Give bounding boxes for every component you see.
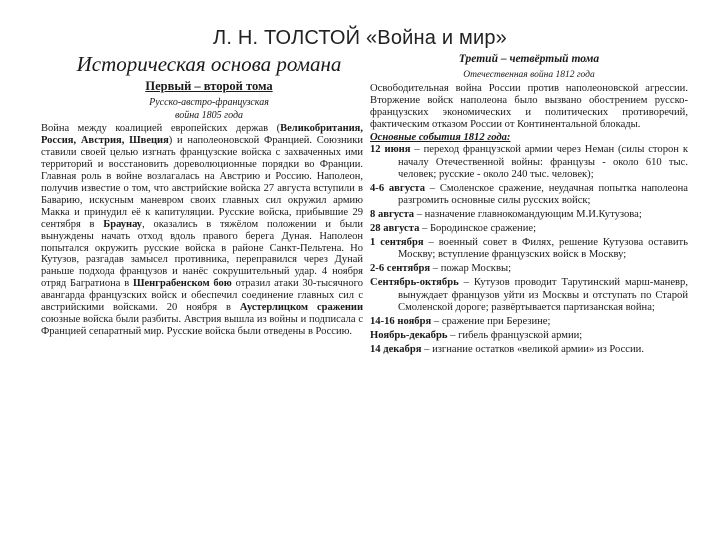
- text-run: ) и наполеоновской Францией. Союзники ставили своей целью изгнать французские войска с захваченных ими территорий и восстановить дореволюционные порядки во Франции. Главная роль в войне возлагалась на Австрию и Россию. Наполеон, получив известие о том, что австрийские войска 27 августа вступили в Баварию, искусным маневром своих главных сил окружил армию Макка и принудил её к капитуляции. Русские войска, прибывшие 29 сентября в: [41, 134, 363, 230]
- event-text: – Бородинское сражение;: [419, 223, 537, 235]
- event-date: 14-16 ноября: [370, 315, 432, 327]
- bold-term: Шенграбенском бою: [132, 278, 232, 290]
- event-text: – переход французской армии через Неман (силы сторон к началу Отечественной войны: французы - около 610 тыс. человек; русские - около 240 тыс. человек);: [398, 144, 688, 180]
- event-date: 1 сентября: [370, 237, 424, 249]
- text-run: отразил атаки 30-тысячного авангарда французских войск и обеспечил соединение главных сил с австрийскими войсками. 20 ноября в: [41, 278, 363, 314]
- left-paragraph: [41, 123, 363, 338]
- text-run: союзные войска были разбиты. Австрия вышла из войны и подписала с Францией сепаратный мир. Русские войска были отведены в Россию.: [41, 314, 363, 338]
- event-item: [370, 263, 688, 275]
- event-text: – изгнание остатков «великой армии» из России.: [421, 343, 644, 355]
- event-date: Сентябрь-октябрь: [370, 277, 459, 289]
- event-text: – гибель французской армии;: [447, 329, 583, 341]
- event-text: – военный совет в Филях, решение Кутузова оставить Москву; вступление французских войск в Москву;: [398, 237, 688, 261]
- event-text: – Кутузов проводит Тарутинский марш-маневр, вынуждает французов уйти из Москвы и отступать по Старой Смоленской дороге; развёртывается партизанская война;: [398, 277, 688, 313]
- event-date: 12 июня: [370, 144, 411, 156]
- event-item: [370, 209, 688, 221]
- event-item: [370, 223, 688, 235]
- event-item: [370, 144, 688, 180]
- right-heading: Третий – четвёртый тома: [458, 53, 600, 65]
- bold-term: Аустерлицком сражении: [239, 302, 363, 314]
- event-text: – назначение главнокомандующим М.И.Кутузова;: [414, 208, 642, 220]
- left-war-title-line2: война 1805 года: [175, 110, 243, 121]
- right-intro: Освободительная война России против наполеоновской агрессии. Вторжение войск наполеона было вызвано обострением русско-французских экономических и политических противоречий, фактическим отказом России от Континентальной блокады.: [370, 83, 688, 131]
- text-run: Война между коалицией европейских держав (: [41, 123, 281, 134]
- slide-title: Л. Н. ТОЛСТОЙ «Война и мир»: [213, 27, 507, 49]
- event-text: – Смоленское сражение, неудачная попытка наполеона разгромить основные силы русских войск;: [398, 182, 688, 206]
- bold-term: Браунау: [103, 218, 143, 230]
- event-item: [370, 344, 688, 356]
- events-list: [370, 144, 688, 356]
- event-date: 28 августа: [370, 223, 420, 235]
- event-item: [370, 330, 688, 342]
- left-body-text: [41, 123, 363, 338]
- left-heading: Историческая основа романа: [76, 52, 342, 76]
- right-subheading: Отечественная война 1812 года: [463, 70, 595, 80]
- event-text: – пожар Москвы;: [430, 263, 512, 275]
- event-item: [370, 316, 688, 328]
- event-item: [370, 183, 688, 207]
- event-text: – сражение при Березине;: [431, 315, 551, 327]
- text-run: , оказались в тяжёлом положении и были вынуждены начать отход вдоль правого берега Дуная. Наполеон попытался окружить русские войска в районе Санкт-Пельтена. Но Кутузов, разгадав замысел противника, переправился через Дунай раньше подхода французов и нанёс сокрушительный удар. 4 ноября отряд Багратиона в: [41, 218, 363, 290]
- left-subheading: Первый – второй тома: [145, 79, 273, 93]
- bold-term: Великобритания, Россия, Австрия, Швеция: [41, 123, 363, 146]
- event-date: 4-6 августа: [370, 182, 426, 194]
- event-date: Ноябрь-декабрь: [370, 329, 448, 341]
- event-date: 14 декабря: [370, 343, 422, 355]
- event-item: [370, 237, 688, 261]
- left-war-title-line1: Русско-австро-французская: [149, 97, 269, 108]
- right-body-text: [370, 83, 688, 358]
- event-item: [370, 277, 688, 313]
- left-war-title: [60, 96, 358, 122]
- event-date: 8 августа: [370, 208, 415, 220]
- events-heading: Основные события 1812 года:: [370, 132, 511, 144]
- event-date: 2-6 сентября: [370, 263, 431, 275]
